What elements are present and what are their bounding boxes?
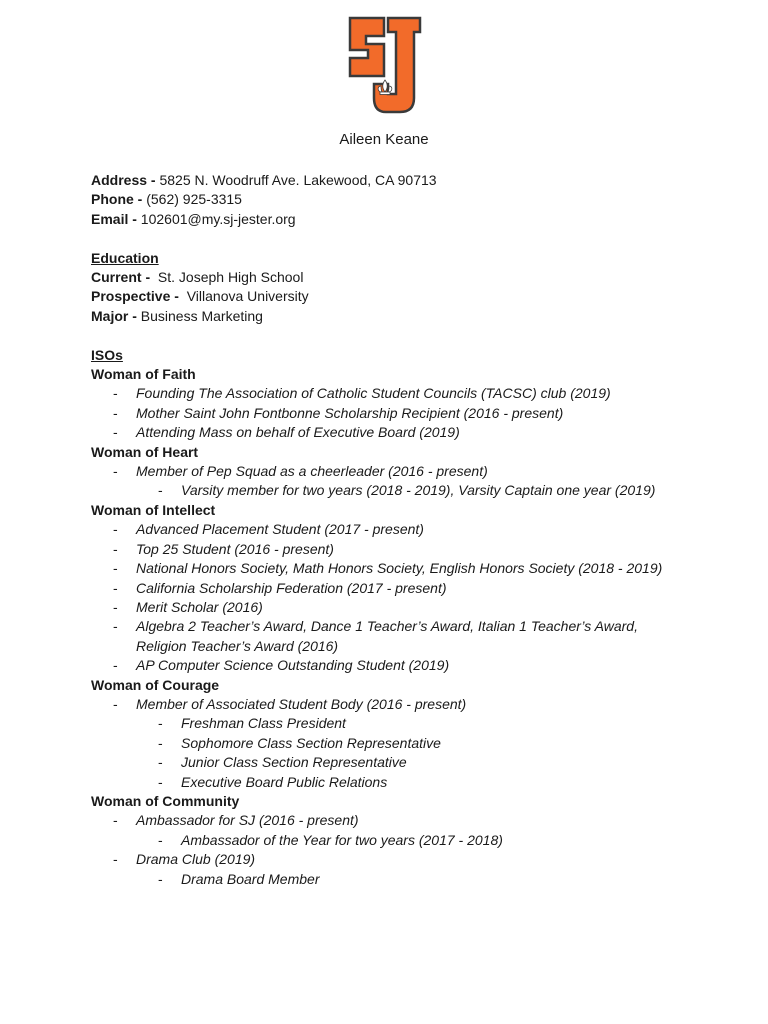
education-heading: Education: [91, 249, 159, 266]
bullet-dash: -: [113, 579, 118, 596]
bullet-dash: -: [113, 598, 118, 615]
current-school-line: [91, 268, 691, 287]
sub-list-item: [91, 870, 691, 889]
sub-list-item: [91, 734, 691, 753]
address-label: Address -: [91, 172, 156, 188]
list-item-text: Member of Pep Squad as a cheerleader (2016 - present): [136, 463, 488, 480]
list-item-text: Merit Scholar (2016): [136, 598, 263, 615]
list-item-text: Algebra 2 Teacher’s Award, Dance 1 Teacher’s Award, Italian 1 Teacher’s Award, Religion Teacher’s Award (2016): [136, 618, 638, 654]
bullet-dash: -: [158, 715, 163, 732]
list-item: [91, 384, 691, 403]
isos-heading: ISOs: [91, 346, 123, 363]
bullet-dash: -: [113, 618, 118, 635]
resume-body: [91, 171, 691, 889]
bullet-dash: -: [158, 773, 163, 790]
major-label: Major -: [91, 307, 137, 324]
sub-list-item-text: Ambassador of the Year for two years (2017 - 2018): [181, 831, 503, 848]
current-value: St. Joseph High School: [157, 269, 304, 286]
list-item: [91, 850, 691, 869]
sub-list-item: [91, 714, 691, 733]
list-item: [91, 404, 691, 423]
bullet-dash: -: [113, 385, 118, 402]
bullet-dash: -: [113, 540, 118, 557]
sub-list-item-text: Freshman Class President: [181, 715, 346, 732]
bullet-dash: -: [158, 734, 163, 751]
sub-list-item-text: Sophomore Class Section Representative: [181, 734, 441, 751]
prospective-label: Prospective -: [91, 288, 179, 305]
list-item: [91, 598, 691, 617]
iso-sections: [91, 365, 691, 889]
iso-section-title: Woman of Courage: [91, 676, 220, 693]
phone-line: [91, 190, 691, 209]
list-item: [91, 579, 691, 598]
bullet-dash: -: [158, 482, 163, 499]
phone-value: (562) 925-3315: [146, 191, 242, 208]
prospective-school-line: [91, 287, 691, 306]
bullet-dash: -: [113, 463, 118, 480]
sub-list-item: [91, 773, 691, 792]
list-item-text: Top 25 Student (2016 - present): [136, 540, 334, 557]
list-item: [91, 462, 691, 481]
sub-list-item-text: Varsity member for two years (2018 - 2019), Varsity Captain one year (2019): [181, 482, 656, 499]
address-line: [91, 171, 691, 190]
iso-section-title: Woman of Faith: [91, 366, 196, 383]
bullet-dash: -: [158, 870, 163, 887]
list-item-text: Founding The Association of Catholic Student Councils (TACSC) club (2019): [136, 385, 611, 402]
major-line: [91, 307, 691, 326]
list-item: [91, 695, 691, 714]
phone-label: Phone -: [91, 191, 143, 208]
bullet-dash: -: [113, 812, 118, 829]
list-item: [91, 617, 691, 656]
bullet-dash: -: [158, 754, 163, 771]
list-item: [91, 423, 691, 442]
list-item-text: Mother Saint John Fontbonne Scholarship Recipient (2016 - present): [136, 404, 564, 421]
sub-list-item: [91, 831, 691, 850]
student-name: Aileen Keane: [339, 131, 429, 148]
list-item-text: Ambassador for SJ (2016 - present): [136, 812, 359, 829]
sub-list-item: [91, 753, 691, 772]
list-item: [91, 559, 691, 578]
bullet-dash: -: [113, 404, 118, 421]
bullet-dash: -: [158, 831, 163, 848]
sub-list-item-text: Junior Class Section Representative: [181, 754, 407, 771]
list-item-text: National Honors Society, Math Honors Society, English Honors Society (2018 - 2019): [136, 560, 663, 577]
list-item-text: California Scholarship Federation (2017 - present): [136, 579, 447, 596]
bullet-dash: -: [113, 521, 118, 538]
list-item: [91, 520, 691, 539]
list-item-text: Member of Associated Student Body (2016 - present): [136, 695, 467, 712]
iso-section-title: Woman of Intellect: [91, 501, 216, 518]
sub-list-item: [91, 481, 691, 500]
list-item-text: Attending Mass on behalf of Executive Board (2019): [136, 424, 460, 441]
sub-list-item-text: Executive Board Public Relations: [181, 773, 388, 790]
bullet-dash: -: [113, 657, 118, 674]
sj-school-logo: [344, 14, 426, 116]
email-label: Email -: [91, 210, 137, 227]
prospective-value: Villanova University: [186, 288, 309, 305]
email-line: [91, 210, 691, 229]
list-item-text: Drama Club (2019): [136, 851, 256, 868]
list-item: [91, 656, 691, 675]
iso-section-title: Woman of Community: [91, 792, 240, 809]
iso-section-title: Woman of Heart: [91, 443, 199, 460]
bullet-dash: -: [113, 695, 118, 712]
major-value: Business Marketing: [140, 307, 263, 324]
current-label: Current -: [91, 269, 151, 286]
list-item-text: Advanced Placement Student (2017 - present): [136, 521, 424, 538]
list-item-text: AP Computer Science Outstanding Student (2019): [136, 657, 450, 674]
bullet-dash: -: [113, 851, 118, 868]
list-item: [91, 540, 691, 559]
bullet-dash: -: [113, 560, 118, 577]
sub-list-item-text: Drama Board Member: [181, 870, 320, 887]
address-value: 5825 N. Woodruff Ave. Lakewood, CA 90713: [159, 172, 437, 188]
email-value: 102601@my.sj-jester.org: [140, 210, 296, 227]
bullet-dash: -: [113, 424, 118, 441]
list-item: [91, 811, 691, 830]
